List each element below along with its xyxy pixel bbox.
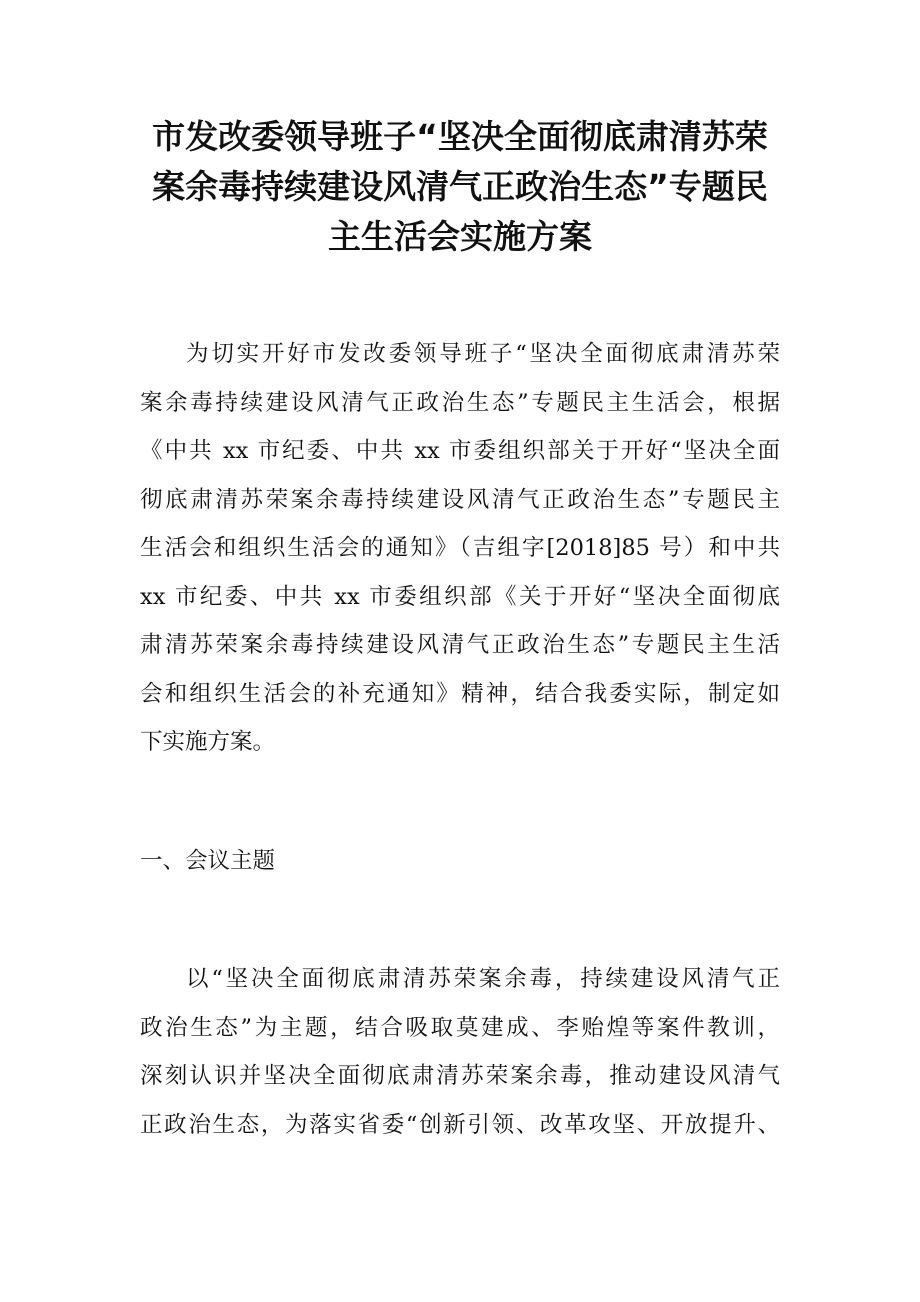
section-heading [140, 837, 780, 886]
document-title [130, 112, 790, 262]
paragraph-line: xx 市纪委、中共 xx 市委组织部《关于开好“坚决全面彻底 [140, 583, 780, 610]
paragraph-line: 正政治生态，为落实省委“创新引领、改革攻坚、开放提升、 [140, 1111, 780, 1138]
paragraph-line: 《中共 xx 市纪委、中共 xx 市委组织部关于开好“坚决全面 [140, 438, 780, 464]
paragraph-line: 下实施方案。 [140, 729, 276, 755]
theme-paragraph [140, 955, 780, 1149]
paragraph-line: 会和组织生活会的补充通知》精神，结合我委实际，制定如 [140, 680, 780, 707]
title-line: 主生活会实施方案 [328, 217, 592, 256]
title-line: 市发改委领导班子“坚决全面彻底肃清苏荣 [152, 117, 768, 156]
paragraph-line: 生活会和组织生活会的通知》（吉组字[2018]85 号）和中共 [140, 535, 780, 561]
paragraph-line: 案余毒持续建设风清气正政治生态”专题民主生活会，根据 [140, 389, 780, 416]
paragraph-line: 肃清苏荣案余毒持续建设风清气正政治生态”专题民主生活 [140, 632, 780, 658]
intro-paragraph [140, 330, 780, 767]
title-line: 案余毒持续建设风清气正政治生态”专题民 [152, 167, 768, 206]
paragraph-line: 以“坚决全面彻底肃清苏荣案余毒，持续建设风清气正 [186, 966, 780, 992]
section-heading-text: 一、会议主题 [140, 848, 276, 874]
paragraph-line: 政治生态”为主题，结合吸取莫建成、李贻煌等案件教训， [140, 1014, 780, 1041]
paragraph-line: 为切实开好市发改委领导班子“坚决全面彻底肃清苏荣 [186, 341, 780, 367]
paragraph-line: 深刻认识并坚决全面彻底肃清苏荣案余毒，推动建设风清气 [140, 1063, 780, 1089]
paragraph-line: 彻底肃清苏荣案余毒持续建设风清气正政治生态”专题民主 [140, 486, 780, 513]
